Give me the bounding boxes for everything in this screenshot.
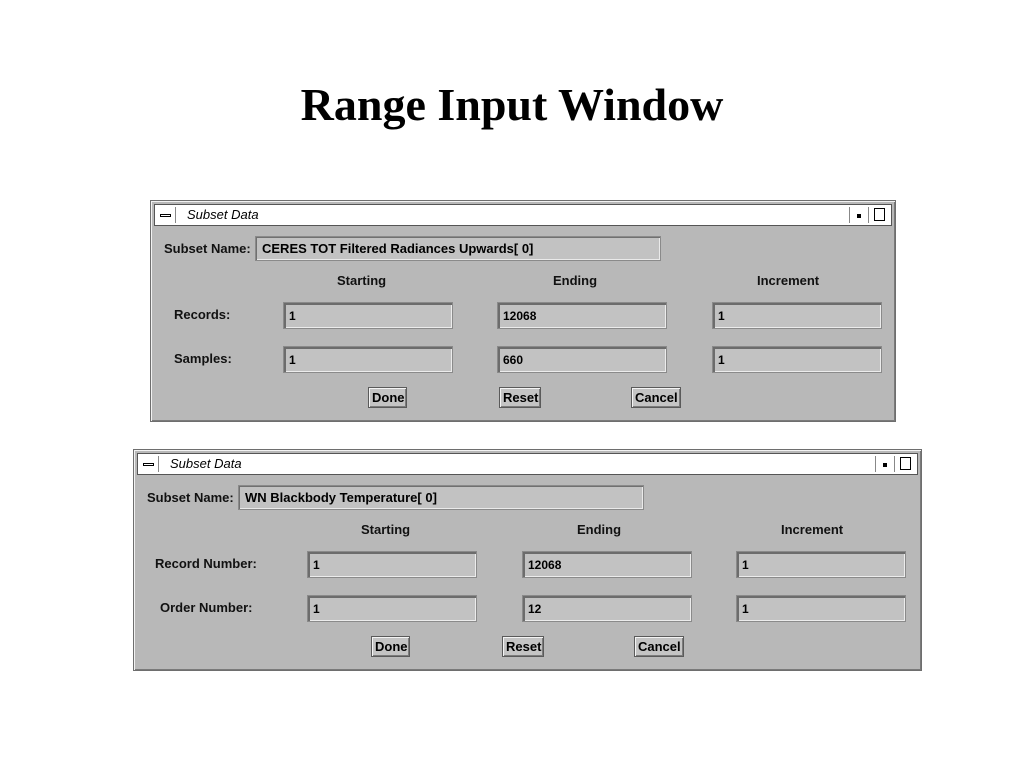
records-increment-field[interactable]: 1 [712,302,882,329]
order-number-increment-field[interactable]: 1 [736,595,906,622]
subset-data-window-2 [133,449,922,671]
window-menu-icon[interactable] [157,207,176,223]
record-number-increment-field[interactable]: 1 [736,551,906,578]
order-number-label: Order Number: [160,600,253,615]
subset-data-window-1 [150,200,896,422]
increment-header: Increment [757,273,820,288]
title-bar [154,204,892,226]
reset-button[interactable]: Reset [502,636,544,657]
samples-ending-field[interactable]: 660 [497,346,667,373]
samples-starting-field[interactable]: 1 [283,346,453,373]
samples-increment-field[interactable]: 1 [712,346,882,373]
window-menu-icon[interactable] [140,456,159,472]
records-label: Records: [174,307,231,322]
minimize-icon[interactable] [875,456,895,472]
record-number-ending-field[interactable]: 12068 [522,551,692,578]
ending-header: Ending [577,522,622,537]
subset-name-label: Subset Name: [164,241,251,256]
subset-name-field[interactable]: CERES TOT Filtered Radiances Upwards[ 0] [255,236,661,261]
records-ending-field[interactable]: 12068 [497,302,667,329]
done-button[interactable]: Done [368,387,407,408]
slide-title: Range Input Window [300,79,724,130]
maximize-icon[interactable] [898,456,914,472]
minimize-icon[interactable] [849,207,869,223]
order-number-ending-field[interactable]: 12 [522,595,692,622]
increment-header: Increment [781,522,844,537]
order-number-starting-field[interactable]: 1 [307,595,477,622]
done-button[interactable]: Done [371,636,410,657]
subset-name-label: Subset Name: [147,490,234,505]
starting-header: Starting [361,522,411,537]
record-number-label: Record Number: [155,556,257,571]
records-starting-field[interactable]: 1 [283,302,453,329]
cancel-button[interactable]: Cancel [631,387,681,408]
maximize-icon[interactable] [872,207,888,223]
ending-header: Ending [553,273,598,288]
cancel-button[interactable]: Cancel [634,636,684,657]
samples-label: Samples: [174,351,232,366]
title-bar [137,453,918,475]
window-title: Subset Data [170,456,242,471]
starting-header: Starting [337,273,387,288]
subset-name-field[interactable]: WN Blackbody Temperature[ 0] [238,485,644,510]
window-title: Subset Data [187,207,259,222]
record-number-starting-field[interactable]: 1 [307,551,477,578]
reset-button[interactable]: Reset [499,387,541,408]
